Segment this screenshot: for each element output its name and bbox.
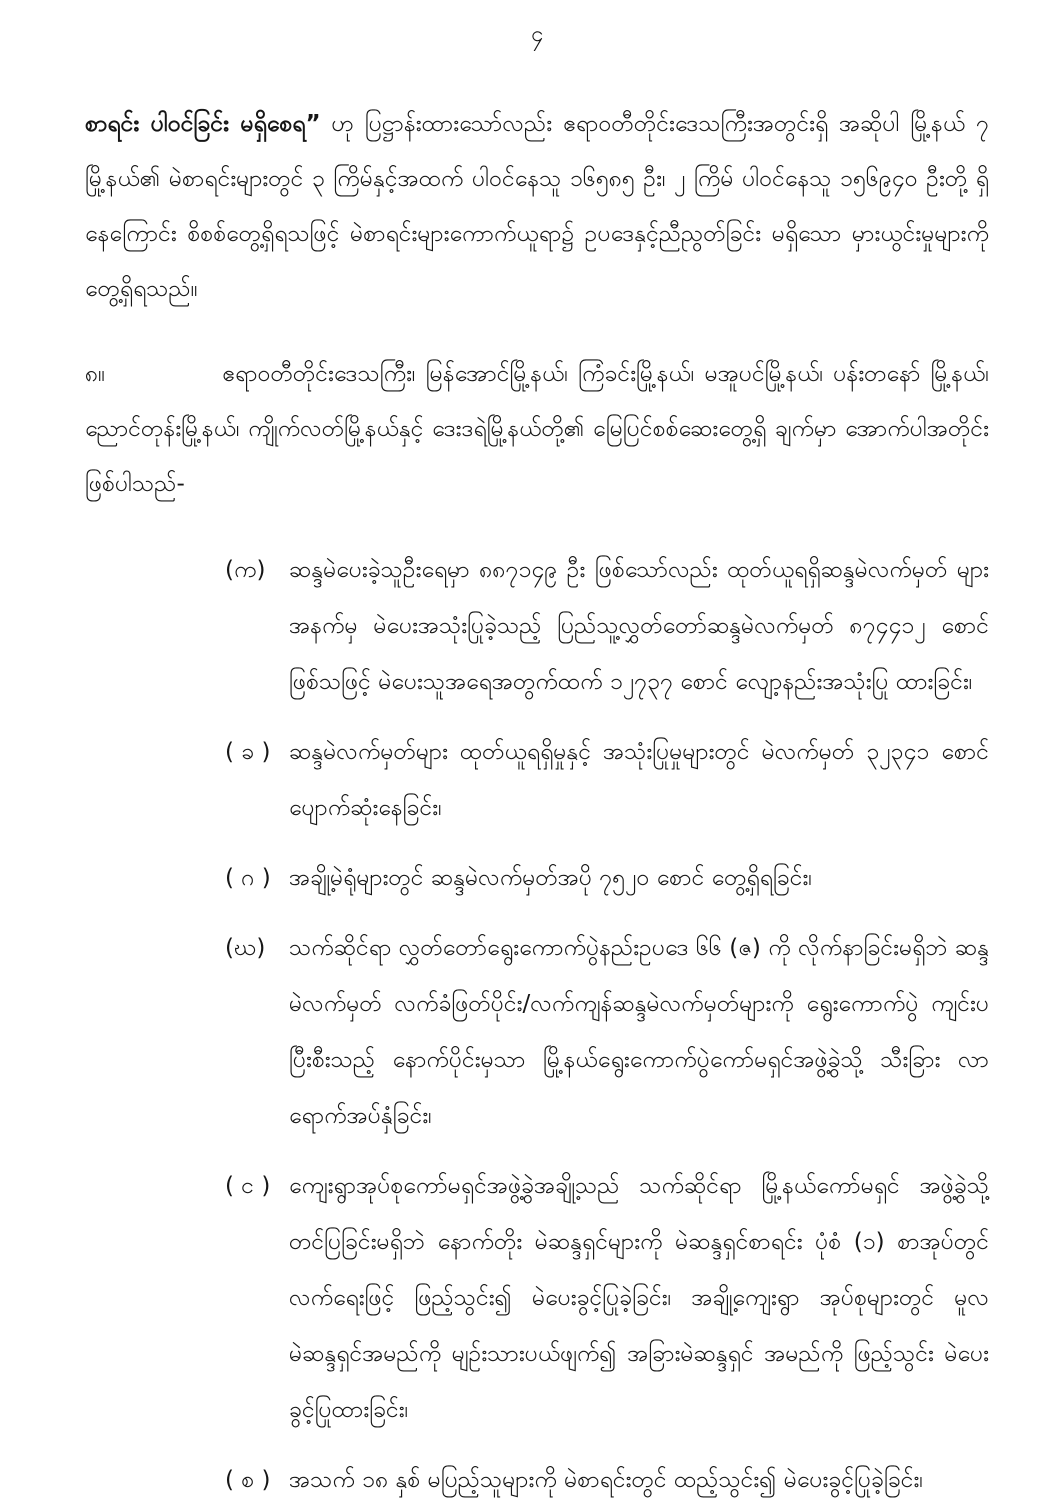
intro-paragraph: [85, 97, 989, 317]
paragraph-8-text: ဧရာဝတီတိုင်းဒေသကြီး၊ မြန်အောင်မြို့နယ်၊ ကြံခင်းမြို့နယ်၊ မအူပင်မြို့နယ်၊ ပန်းတနော် မြို့နယ်၊ ညောင်တုန်းမြို့နယ်၊ ကျိုက်လတ်မြို့နယ်နှင့် ဒေးဒရဲမြို့နယ်တို့၏ မြေပြင်စစ်ဆေးတွေ့ရှိ ချက်မှာ အောက်ပါအတိုင်းဖြစ်ပါသည်-: [85, 360, 989, 497]
list-item-text: အချို့မဲရုံများတွင် ဆန္ဒမဲလက်မှတ်အပို ၇၅၂၀ စောင် တွေ့ရှိရခြင်း၊: [289, 864, 812, 891]
list-item-label: ( င ): [225, 1172, 271, 1199]
list-item-ga: [225, 850, 989, 906]
list-item-text: ဆန္ဒမဲပေးခဲ့သူဦးရေမှာ ၈၈၇၁၄၉ ဦး ဖြစ်သော်လည်း ထုတ်ယူရရှိဆန္ဒမဲလက်မှတ် များအနက်မှ မဲပေးအသုံးပြုခဲ့သည့် ပြည်သူ့လွှတ်တော်ဆန္ဒမဲလက်မှတ် ၈၇၄၄၁၂ စောင် ဖြစ်သဖြင့် မဲပေးသူအရေအတွက်ထက် ၁၂၇၃၇ စောင် လျော့နည်းအသုံးပြု ထားခြင်း၊: [289, 556, 989, 695]
list-item-sa: [225, 1452, 989, 1500]
paragraph-8: [85, 347, 989, 512]
list-item-label: (က): [225, 556, 266, 583]
list-item-nga: [225, 1158, 989, 1438]
list-item-label: ( ခ ): [225, 738, 271, 765]
page-number: ၄: [530, 22, 544, 47]
list-item-text: ဆန္ဒမဲလက်မှတ်များ ထုတ်ယူရရှိမှုနှင့် အသုံးပြုမှုများတွင် မဲလက်မှတ် ၃၂၃၄၁ စောင် ပျောက်ဆုံးနေခြင်း၊: [289, 738, 989, 821]
list-item-text: ကျေးရွာအုပ်စုကော်မရှင်အဖွဲ့ခွဲအချို့သည် သက်ဆိုင်ရာ မြို့နယ်ကော်မရှင် အဖွဲ့ခွဲသို့ တင်ပြခြင်းမရှိဘဲ နောက်တိုး မဲဆန္ဒရှင်များကို မဲဆန္ဒရှင်စာရင်း ပုံစံ (၁) စာအုပ်တွင် လက်ရေးဖြင့် ဖြည့်သွင်း၍ မဲပေးခွင့်ပြုခဲ့ခြင်း၊ အချို့ကျေးရွာ အုပ်စုများတွင် မူလမဲဆန္ဒရှင်အမည်ကို မျဉ်းသားပယ်ဖျက်၍ အခြားမဲဆန္ဒရှင် အမည်ကို ဖြည့်သွင်း မဲပေးခွင့်ပြုထားခြင်း၊: [289, 1172, 989, 1423]
intro-paragraph-bold-lead: စာရင်း ပါဝင်ခြင်း မရှိစေရ”: [85, 110, 321, 137]
list-item-label: ( ဂ ): [225, 864, 271, 891]
list-item-label: (ဃ): [225, 934, 266, 961]
findings-list: [225, 542, 989, 1500]
list-item-kha: [225, 724, 989, 836]
list-item-gha: [225, 920, 989, 1144]
intro-paragraph-text: ဟု ပြဋ္ဌာန်းထားသော်လည်း ဧရာဝတီတိုင်းဒေသကြီးအတွင်းရှိ အဆိုပါ မြို့နယ် ၇ မြို့နယ်၏ မဲစာရင်းများတွင် ၃ ကြိမ်နှင့်အထက် ပါဝင်နေသူ ၁၆၅၈၅ ဦး၊ ၂ ကြိမ် ပါဝင်နေသူ ၁၅၆၉၄၀ ဦးတို့ ရှိနေကြောင်း စိစစ်တွေ့ရှိရသဖြင့် မဲစာရင်းများကောက်ယူရာ၌ ဥပဒေနှင့်ညီညွတ်ခြင်း မရှိသော မှားယွင်းမှုများကို တွေ့ရှိရသည်။: [85, 110, 989, 302]
list-item-ka: [225, 542, 989, 710]
list-item-label: ( စ ): [225, 1466, 271, 1493]
paragraph-8-number: ၈။: [85, 360, 106, 387]
list-item-text: အသက် ၁၈ နှစ် မပြည့်သူများကို မဲစာရင်းတွင် ထည့်သွင်း၍ မဲပေးခွင့်ပြုခဲ့ခြင်း၊: [289, 1466, 924, 1493]
list-item-text: သက်ဆိုင်ရာ လွှတ်တော်ရွေးကောက်ပွဲနည်းဥပဒေ ၆၆ (ဇ) ကို လိုက်နာခြင်းမရှိဘဲ ဆန္ဒမဲလက်မှတ် လက်ခံဖြတ်ပိုင်း/လက်ကျန်ဆန္ဒမဲလက်မှတ်များကို ရွေးကောက်ပွဲ ကျင်းပပြီးစီးသည့် နောက်ပိုင်းမှသာ မြို့နယ်ရွေးကောက်ပွဲကော်မရှင်အဖွဲ့ခွဲသို့ သီးခြား လာရောက်အပ်နှံခြင်း၊: [289, 934, 989, 1129]
